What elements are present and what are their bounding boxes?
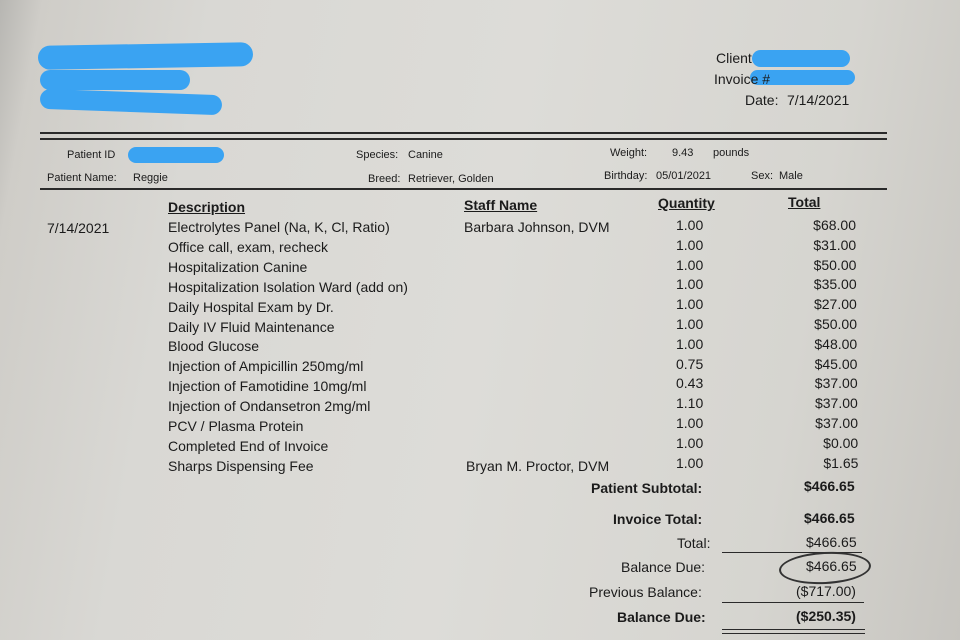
item-total: $37.00 [815,415,858,431]
redaction-mark [40,89,223,115]
weight-label: Weight: [610,147,648,159]
breed-label: Breed: [368,173,401,185]
item-quantity: 1.10 [676,395,704,412]
description-header: Description [168,199,246,215]
balance-due-value: $466.65 [806,558,857,574]
item-quantity: 1.00 [676,434,704,451]
species-label: Species: [356,149,399,161]
item-total: $50.00 [814,316,857,332]
item-total: $31.00 [813,236,857,253]
patient-name-label: Patient Name: [47,172,117,184]
final-double-rule [722,629,865,630]
species-value: Canine [408,149,443,161]
birthday-value: 05/01/2021 [656,170,712,182]
item-total: $1.65 [823,454,859,471]
final-balance-value: ($250.35) [796,608,856,624]
patient-name: Reggie [133,172,168,184]
item-staff: Bryan M. Proctor, DVM [466,457,610,474]
redaction-mark [38,42,253,70]
total-label: Total: [677,535,711,551]
item-description: Daily Hospital Exam by Dr. [168,298,334,315]
service-date: 7/14/2021 [47,220,110,236]
final-double-rule [722,633,865,634]
item-description: Completed End of Invoice [168,437,329,454]
total-header: Total [788,194,821,210]
item-quantity: 1.00 [676,415,704,431]
header-divider [40,138,887,140]
staff-header: Staff Name [464,197,538,213]
header-divider [40,132,887,134]
item-total: $45.00 [814,355,858,372]
item-quantity: 0.75 [676,355,704,372]
redaction-mark [40,70,190,90]
item-total: $37.00 [814,395,858,412]
previous-balance-value: ($717.00) [796,583,856,599]
weight-unit: pounds [713,147,750,159]
item-description: Hospitalization Isolation Ward (add on) [168,278,408,295]
invoice-total-label: Invoice Total: [613,511,703,527]
breed-value: Retriever, Golden [408,173,494,185]
invoice-number-label: Invoice # [714,71,771,87]
item-total: $37.00 [814,375,858,392]
final-balance-label: Balance Due: [617,609,706,625]
previous-balance-label: Previous Balance: [589,584,702,600]
item-quantity: 1.00 [676,256,704,273]
handwritten-circle-mark [778,550,872,587]
item-quantity: 0.43 [676,375,704,392]
item-description: Injection of Ampicillin 250mg/ml [168,358,364,375]
client-label: Client [716,50,752,66]
patient-divider [40,188,887,190]
item-description: Injection of Famotidine 10mg/ml [168,378,367,395]
total-value: $466.65 [806,534,857,550]
item-total: $48.00 [814,335,858,352]
patient-subtotal-value: $466.65 [804,478,855,494]
item-total: $0.00 [823,434,859,451]
item-total: $27.00 [813,296,857,313]
weight-value: 9.43 [672,147,694,159]
item-quantity: 1.00 [676,335,704,352]
balance-due-label: Balance Due: [621,559,706,575]
item-description: Electrolytes Panel (Na, K, Cl, Ratio) [168,219,390,235]
quantity-header: Quantity [658,195,715,211]
item-description: Hospitalization Canine [168,258,308,275]
item-quantity: 1.00 [676,454,704,471]
item-description: Injection of Ondansetron 2mg/ml [168,398,371,415]
sex-value: Male [779,170,803,182]
item-description: Daily IV Fluid Maintenance [168,318,335,335]
item-quantity: 1.00 [676,236,704,253]
previous-balance-divider [722,602,864,603]
birthday-label: Birthday: [604,170,648,182]
date-label: Date: [745,92,779,108]
patient-subtotal-label: Patient Subtotal: [591,480,703,496]
sex-label: Sex: [751,170,774,182]
invoice-total-value: $466.65 [804,510,855,526]
item-total: $68.00 [813,217,856,233]
item-quantity: 1.00 [676,316,704,332]
item-description: Sharps Dispensing Fee [168,457,314,474]
patient-id-label: Patient ID [67,149,116,161]
redaction-mark [128,147,224,163]
item-quantity: 1.00 [676,276,704,293]
item-quantity: 1.00 [676,217,704,233]
item-description: PCV / Plasma Protein [168,418,304,434]
item-total: $35.00 [813,276,857,293]
item-quantity: 1.00 [676,296,704,313]
item-description: Office call, exam, recheck [168,238,329,255]
item-total: $50.00 [813,256,857,273]
redaction-mark [752,50,850,67]
item-staff: Barbara Johnson, DVM [464,219,610,235]
invoice-date: 7/14/2021 [787,92,850,108]
item-description: Blood Glucose [168,338,260,355]
